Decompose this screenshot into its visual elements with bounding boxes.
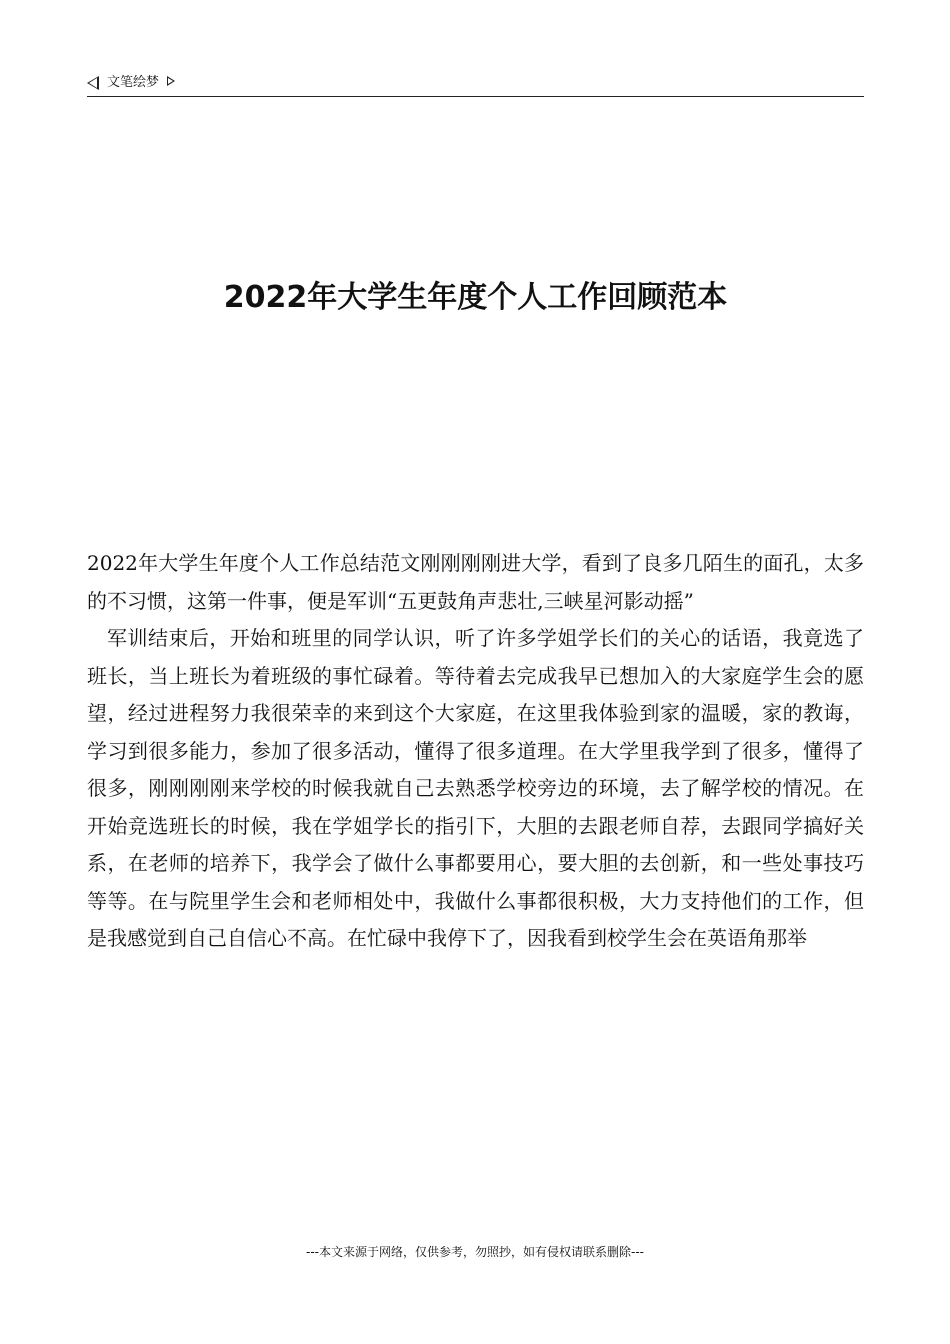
header-label: 文笔绘梦 <box>107 75 160 90</box>
document-body <box>87 545 864 958</box>
triangle-left-icon <box>87 76 99 90</box>
page-header <box>87 70 864 97</box>
document-title: 2022年大学生年度个人工作回顾范本 <box>223 280 728 315</box>
paragraph-2: 军训结束后，开始和班里的同学认识，听了许多学姐学长们的关心的话语，我竟选了班长，当上班长为着班级的事忙碌着。等待着去完成我早已想加入的大家庭学生会的愿望，经过进程努力我很荣幸的来到这个大家庭，在这里我体验到家的温暖，家的教诲，学习到很多能力，参加了很多活动，懂得了很多道理。在大学里我学到了很多，懂得了很多，刚刚刚刚来学校的时候我就自己去熟悉学校旁边的环境，去了解学校的情况。在开始竞选班长的时候，我在学姐学长的指引下，大胆的去跟老师自荐，去跟同学搞好关系，在老师的培养下，我学会了做什么事都要用心，要大胆的去创新，和一些处事技巧等等。在与院里学生会和老师相处中，我做什么事都很积极，大力支持他们的工作，但是我感觉到自己自信心不高。在忙碌中我停下了，因我看到校学生会在英语角那举 <box>87 626 864 950</box>
paragraph-1: 2022年大学生年度个人工作总结范文刚刚刚刚进大学，看到了良多几陌生的面孔，太多的不习惯，这第一件事，便是军训“五更鼓角声悲壮,三峡星河影动摇” <box>87 551 864 613</box>
page-footer-notice: ---本文来源于网络，仅供参考，勿照抄，如有侵权请联系删除--- <box>306 1245 644 1259</box>
triangle-right-icon <box>167 76 175 86</box>
